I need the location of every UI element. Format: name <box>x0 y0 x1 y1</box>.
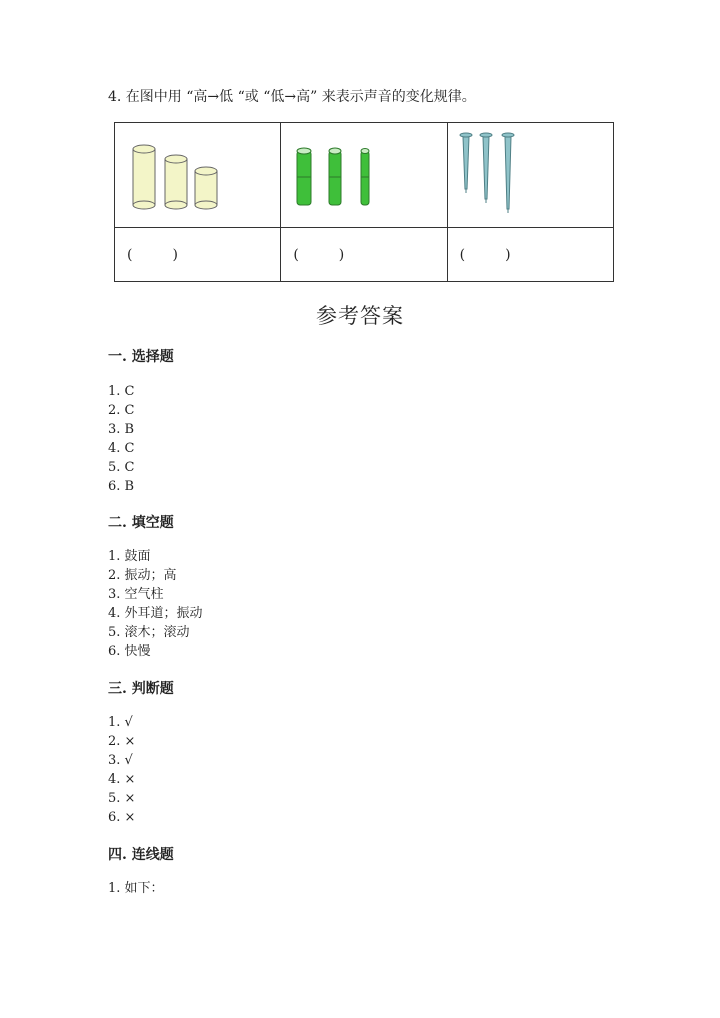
question-table <box>114 122 614 282</box>
list-item: 3. √ <box>108 753 133 768</box>
question-text: 4. 在图中用 “高→低 “或 “低→高” 来表示声音的变化规律。 <box>108 89 476 105</box>
list-item: 1. C <box>108 384 135 399</box>
fill-answer-list <box>108 547 203 661</box>
match-answer-list <box>108 879 164 898</box>
section-title-fill: 二. 填空题 <box>108 515 174 531</box>
answer-cell-2[interactable]: ( ) <box>281 228 447 282</box>
section-title-match: 四. 连线题 <box>108 847 174 863</box>
choice-answer-list <box>108 382 134 496</box>
list-item: 2. × <box>108 734 136 749</box>
list-item: 3. B <box>108 422 135 437</box>
list-item: 1. 鼓面 <box>108 549 151 564</box>
answer-cell-1[interactable]: ( ) <box>115 228 281 282</box>
bamboo-tubes-illustration <box>281 123 447 227</box>
answer-cell-3[interactable]: ( ) <box>447 228 613 282</box>
list-item: 5. × <box>108 791 136 806</box>
answer-title: 参考答案 <box>316 304 404 328</box>
list-item: 6. B <box>108 479 135 494</box>
list-item: 1. 如下： <box>108 881 164 896</box>
list-item: 5. C <box>108 460 135 475</box>
list-item: 2. 振动；高 <box>108 568 177 583</box>
image-cell-cylinders <box>115 123 281 228</box>
list-item: 6. × <box>108 810 136 825</box>
cylinders-illustration <box>115 123 281 227</box>
list-item: 4. × <box>108 772 136 787</box>
list-item: 5. 滚木；滚动 <box>108 625 190 640</box>
list-item: 2. C <box>108 403 135 418</box>
section-title-judge: 三. 判断题 <box>108 681 174 697</box>
nails-illustration <box>448 123 614 227</box>
list-item: 4. 外耳道；振动 <box>108 606 203 621</box>
list-item: 3. 空气柱 <box>108 587 164 602</box>
judge-answer-list <box>108 713 135 827</box>
list-item: 6. 快慢 <box>108 644 151 659</box>
image-cell-nails <box>447 123 613 228</box>
list-item: 1. √ <box>108 715 133 730</box>
list-item: 4. C <box>108 441 135 456</box>
image-cell-bamboo <box>281 123 447 228</box>
section-title-choice: 一. 选择题 <box>108 349 174 365</box>
